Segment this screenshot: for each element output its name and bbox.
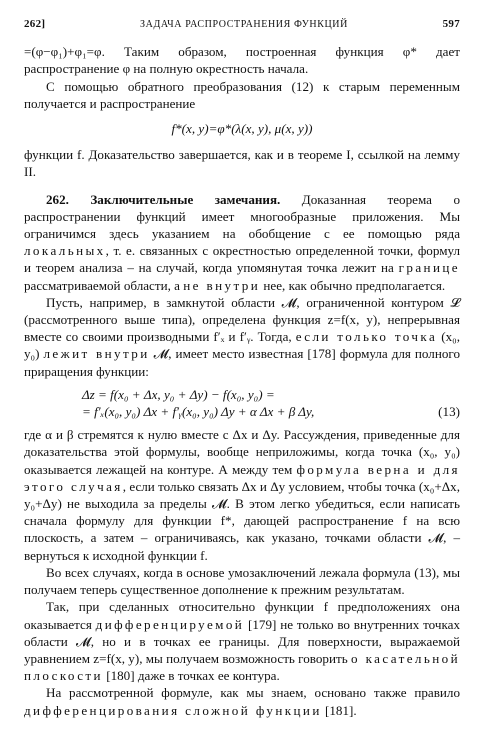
section-heading: 262. Заключительные замечания. [46, 191, 281, 207]
equation-number: (13) [438, 404, 460, 420]
paragraph-alpha-beta: где α и β стремятся к нулю вместе с Δx и Δy. Рассуждения, приведенные для доказательства этой формулы, вообще неприложимы, когда точка (x₀, y₀) оказывается лежащей на контуре. А между тем формула верна и для этого случая, если только связать Δx и Δy условием, чтобы точка (x₀+Δx, y₀+Δy) не выходила за пределы 𝓜. В этом легко убедиться, если написать сначала формулу для функции f*, дающей распространение f на всю плоскость, а затем – ограничиваясь, как указано, точками области 𝓜, – вернуться к исходной функции f. [24, 427, 460, 563]
equation-line-2: = f′ₓ(x₀, y₀) Δx + f′ᵧ(x₀, y₀) Δy + α Δx + β Δy, [82, 404, 315, 420]
formula-extension: f*(x, y)=φ*(λ(x, y), μ(x, y)) [171, 121, 313, 137]
paragraph-differentiable: Так, при сделанных относительно функции f предположениях она оказывается дифференцируемой [179] не только во внутренних точках области 𝓜, но и в точках ее границы. Для поверхности, выражаемой уравнением z=f(x, y), мы получаем возможность говорить о касательной плоскости [180] даже в точках ее контура. [24, 599, 460, 684]
paragraph-continuation: =(φ−φ₁)+φ₁=φ. Таким образом, построенная функция φ* дает распространение φ на полную окрестность начала. [24, 44, 460, 77]
running-header [24, 16, 460, 33]
paragraph-section-262: 262. Заключительные замечания. Доказанная теорема о распространении функций имеет многообразные приложения. Мы ограничимся здесь указанием на обобщение с ее помощью ряда локальных, т. е. связанных с окрестностью определенной точки, формул и теорем анализа – на случай, когда упомянутая точка лежит на границе рассматриваемой области, а не внутри нее, как обычно предполагается. [24, 191, 460, 293]
page-number: 597 [442, 18, 460, 30]
equation-line-1: Δz = f(x₀ + Δx, y₀ + Δy) − f(x₀, y₀) = [82, 386, 275, 402]
paragraph-chain-rule: На рассмотренной формуле, как мы знаем, основано также правило дифференцирования сложной функции [181]. [24, 685, 460, 718]
page-section-number: 262] [24, 18, 46, 30]
paragraph-example: Пусть, например, в замкнутой области 𝓜, ограниченной контуром 𝓛 (рассмотренного выше типа), определена функция z=f(x, y), непрерывная вместе со своими производными f′ₓ и f′ᵧ. Тогда, если только точка (x₀, y₀) лежит внутри 𝓜, имеет место известная [178] формула для полного приращения функции: [24, 294, 460, 379]
chapter-title: ЗАДАЧА РАСПРОСТРАНЕНИЯ ФУНКЦИЙ [140, 19, 348, 30]
equation-13 [24, 386, 460, 420]
paragraph-inverse-transform: С помощью обратного преобразования (12) к старым переменным получается и распространение [24, 78, 460, 111]
paragraph-all-cases: Во всех случаях, когда в основе умозаключений лежала формула (13), мы получаем теперь существенное дополнение к прежним результатам. [24, 564, 460, 598]
paragraph-proof-end: функции f. Доказательство завершается, как и в теореме I, ссылкой на лемму II. [24, 147, 460, 180]
